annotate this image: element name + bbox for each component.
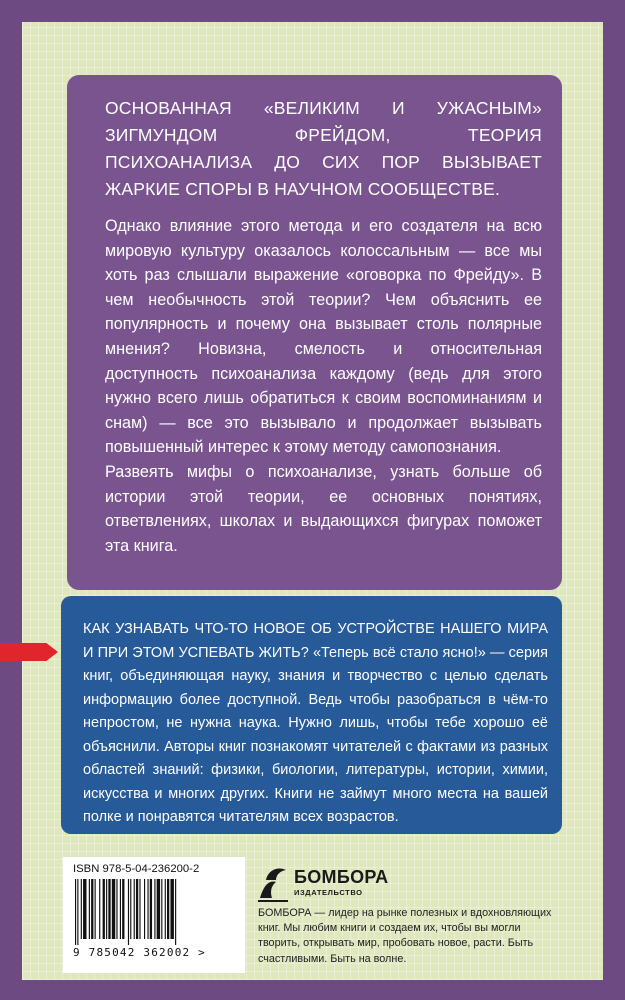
- series-box: [61, 596, 562, 834]
- barcode-digits: 9 785042 362002 >: [73, 946, 206, 959]
- series-marker-tag: [0, 643, 58, 661]
- barcode-icon: [73, 879, 233, 945]
- annotation-lead: ОСНОВАННАЯ «ВЕЛИКИМ И УЖАСНЫМ» ЗИГМУНДОМ ФРЕЙДОМ, ТЕОРИЯ ПСИХОАНАЛИЗА ДО СИХ ПОР ВЫЗЫВАЕТ ЖАРКИЕ СПОРЫ В НАУЧНОМ СООБЩЕСТВЕ.: [105, 98, 542, 199]
- publisher-logo: [256, 862, 388, 902]
- series-headline: КАК УЗНАВАТЬ ЧТО-ТО НОВОЕ ОБ УСТРОЙСТВЕ НАШЕГО МИРА И ПРИ ЭТОМ УСПЕВАТЬ ЖИТЬ?: [83, 621, 548, 661]
- back-cover: [22, 22, 603, 980]
- isbn-number: ISBN 978-5-04-236200-2: [73, 863, 200, 875]
- publisher-subtitle: ИЗДАТЕЛЬСТВО: [294, 887, 363, 897]
- publisher-name: БОМБОРА: [294, 866, 389, 887]
- barcode-block: [63, 857, 245, 973]
- annotation-box: [67, 75, 562, 590]
- series-description: «Теперь всё стало ясно!» — серия книг, объединяющая науку, знания и творчество с целью сделать информацию более доступной. Ведь чтобы разобраться в чём-то непростом, не нужна наука. Нужно лишь, чтобы тебе хорошо её объяснили. Авторы книг познакомят читателей с фактами из разных областей знаний: физики, биологии, литературы, истории, химии, искусства и многих других. Книги не займут много места на вашей полке и понравятся читателям всех возрастов.: [83, 644, 548, 825]
- annotation-paragraph: Однако влияние этого метода и его создателя на всю мировую культуру оказалось колоссальным — все мы хоть раз слышали выражение «оговорка по Фрейду». В чем необычность этой теории? Чем объяснить ее популярность и почему она вызывает столь полярные мнения? Новизна, смелость и относительная доступность психоанализа каждому (ведь для этого нужно всего лишь обратиться к своим воспоминаниям и снам) — все это вызывало и продолжает вызывать повышенный интерес к этому методу самопознания.: [105, 217, 542, 457]
- publisher-description: БОМБОРА — лидер на рынке полезных и вдохновляющих книг. Мы любим книги и создаем их, чтобы вы могли творить, открывать мир, пробовать новое, расти. Быть счастливыми. Быть на волне.: [258, 907, 552, 965]
- annotation-paragraph: Развеять мифы о психоанализе, узнать больше об истории этой теории, ее основных понятиях, ответвлениях, школах и выдающихся фигурах поможет эта книга.: [105, 462, 542, 555]
- bombora-wave-icon: [256, 862, 290, 902]
